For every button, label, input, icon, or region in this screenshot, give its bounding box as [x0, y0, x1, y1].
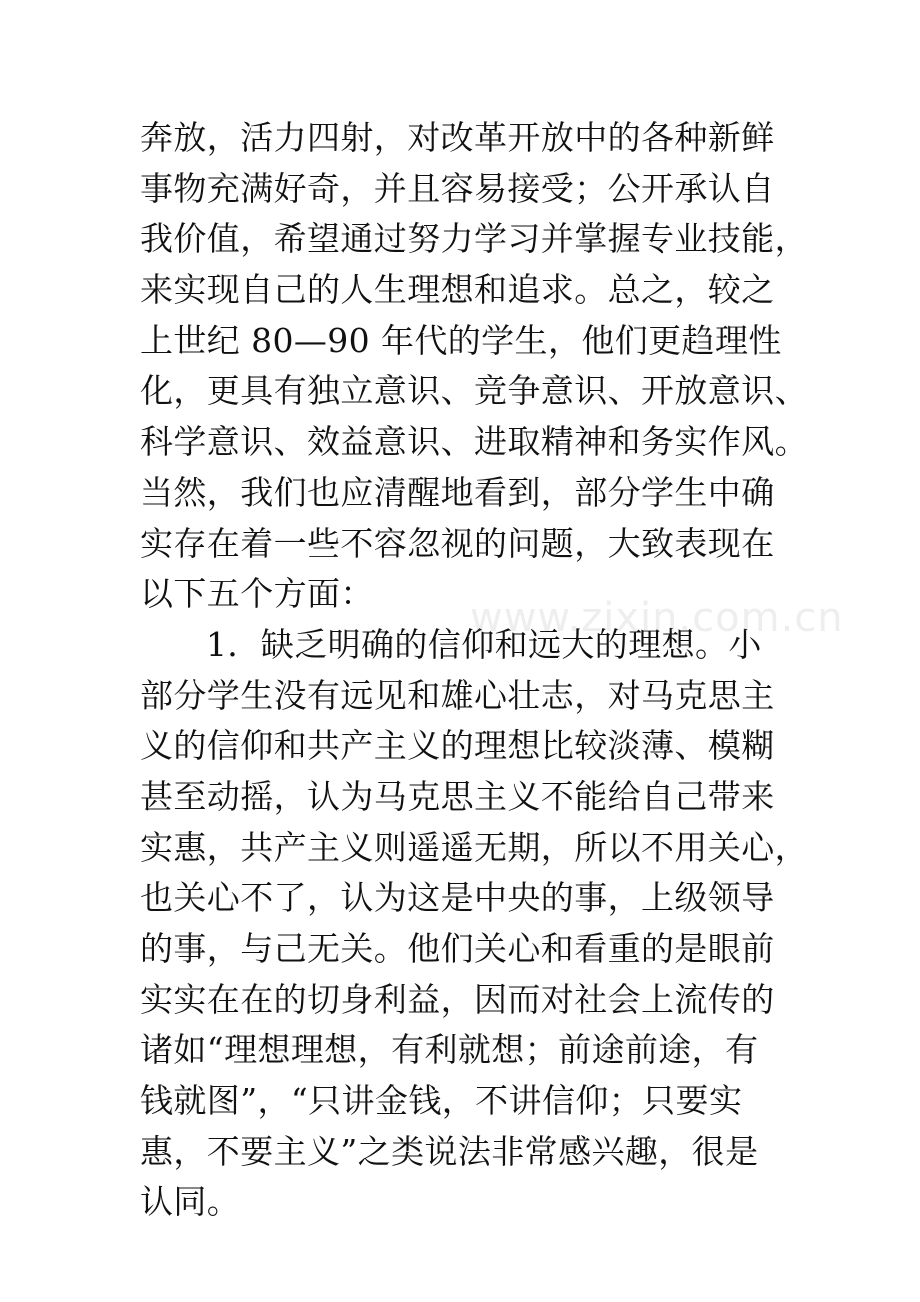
text-line: 事物充满好奇，并且容易接受；公开承认自: [140, 168, 775, 208]
text-line: 我价值，希望通过努力学习并掌握专业技能，: [140, 219, 808, 259]
text-line: 甚至动摇，认为马克思主义不能给自己带来: [140, 776, 775, 816]
text-line: 义的信仰和共产主义的理想比较淡薄、模糊: [140, 726, 775, 766]
text-line: 的事，与己无关。他们关心和看重的是眼前: [140, 929, 775, 968]
watermark: www.zixin.com.cn: [470, 595, 844, 641]
text-line: 上世纪 80—90 年代的学生，他们更趋理性: [140, 320, 782, 360]
section-heading-line: 1．缺乏明确的信仰和远大的理想。小: [206, 624, 762, 664]
text-line: 也关心不了，认为这是中央的事，上级领导: [140, 878, 775, 918]
text-line: 奔放，活力四射，对改革开放中的各种新鲜: [140, 118, 775, 157]
text-line: 实实在在的切身利益，因而对社会上流传的: [140, 979, 775, 1019]
text-line: 以下五个方面：: [140, 574, 374, 614]
text-line: 认同。: [140, 1182, 241, 1222]
text-line: 化，更具有独立意识、竞争意识、开放意识、: [140, 371, 808, 411]
text-line: 来实现自己的人生理想和追求。总之，较之: [140, 270, 775, 310]
text-line: 惠，不要主义”之类说法非常感兴趣，很是: [140, 1131, 759, 1171]
text-line: 当然，我们也应清醒地看到，部分学生中确: [140, 472, 775, 512]
text-line: 实存在着一些不容忽视的问题，大致表现在: [140, 523, 775, 563]
text-line: 实惠，共产主义则遥遥无期，所以不用关心，: [140, 827, 808, 867]
text-line: 部分学生没有远见和雄心壮志，对马克思主: [140, 675, 775, 715]
text-line: 科学意识、效益意识、进取精神和务实作风。: [140, 422, 808, 462]
text-line: 钱就图”，“只讲金钱，不讲信仰；只要实: [140, 1081, 743, 1121]
text-line: 诸如“理想理想，有利就想；前途前途，有: [140, 1030, 759, 1070]
body-text: [140, 113, 808, 1228]
